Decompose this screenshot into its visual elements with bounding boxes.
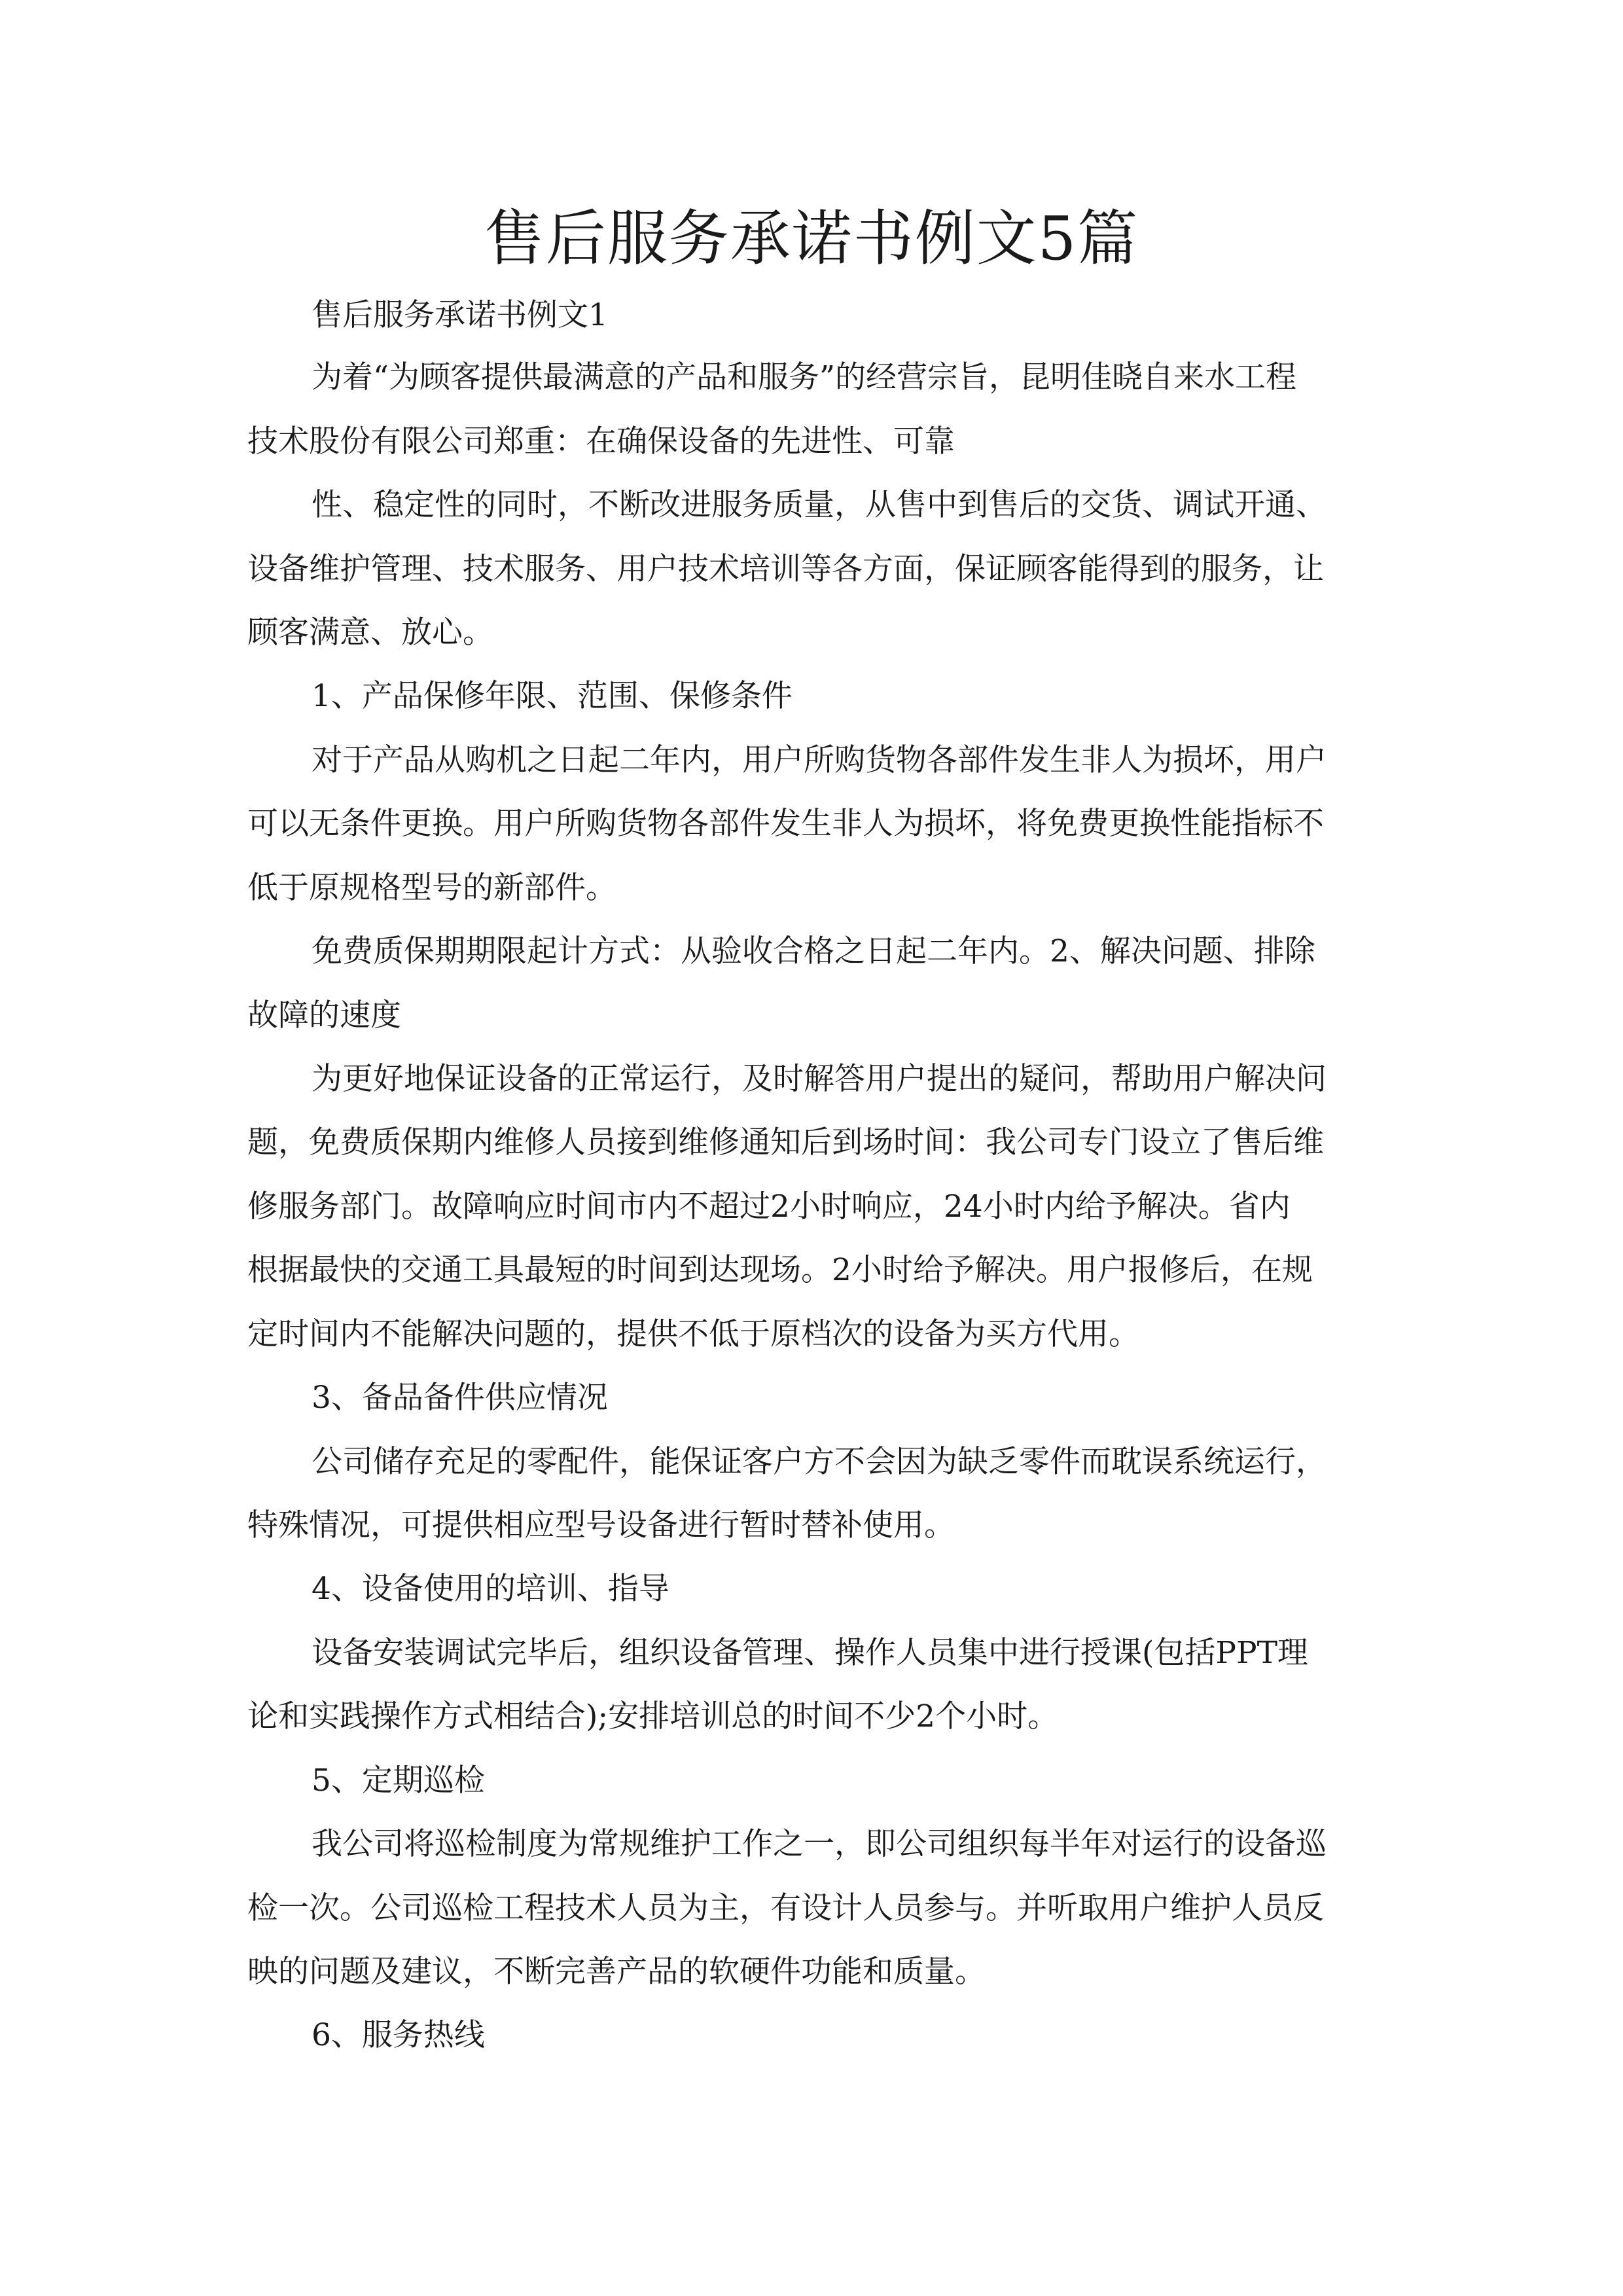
paragraph-line: 可以无条件更换。用户所购货物各部件发生非人为损坏，将免费更换性能指标不: [247, 806, 1324, 842]
paragraph-line: 性、稳定性的同时，不断改进服务质量，从售中到售后的交货、调试开通、: [312, 487, 1327, 523]
paragraph-line: 低于原规格型号的新部件。: [247, 870, 616, 906]
paragraph-line: 设备安装调试完毕后，组织设备管理、操作人员集中进行授课(包括PPT理: [312, 1635, 1308, 1671]
paragraph-line: 映的问题及建议，不断完善产品的软硬件功能和质量。: [247, 1954, 986, 1990]
paragraph-line: 修服务部门。故障响应时间市内不超过2小时响应，24小时内给予解决。省内: [247, 1189, 1291, 1225]
paragraph-line: 顾客满意、放心。: [247, 615, 493, 651]
paragraph-line: 检一次。公司巡检工程技术人员为主，有设计人员参与。并听取用户维护人员反: [247, 1890, 1324, 1926]
section-heading: 6、服务热线: [312, 2017, 485, 2053]
paragraph-line: 技术股份有限公司郑重：在确保设备的先进性、可靠: [247, 423, 955, 459]
section-heading: 4、设备使用的培训、指导: [312, 1571, 669, 1607]
section-heading: 3、备品备件供应情况: [312, 1380, 608, 1416]
section-heading: 售后服务承诺书例文1: [312, 297, 608, 333]
document-title: 售后服务承诺书例文5篇: [484, 204, 1139, 274]
paragraph-line: 公司储存充足的零配件，能保证客户方不会因为缺乏零件而耽误系统运行，: [312, 1444, 1327, 1480]
paragraph-line: 定时间内不能解决问题的，提供不低于原档次的设备为买方代用。: [247, 1316, 1139, 1352]
paragraph-line: 特殊情况，可提供相应型号设备进行暂时替补使用。: [247, 1507, 955, 1543]
paragraph-line: 故障的速度: [247, 997, 401, 1033]
section-heading: 5、定期巡检: [312, 1763, 485, 1799]
paragraph-line: 题，免费质保期内维修人员接到维修通知后到场时间：我公司专门设立了售后维: [247, 1124, 1324, 1160]
paragraph-line: 论和实践操作方式相结合);安排培训总的时间不少2个小时。: [247, 1698, 1059, 1734]
paragraph-line: 为更好地保证设备的正常运行，及时解答用户提出的疑问，帮助用户解决问: [312, 1061, 1327, 1097]
paragraph-line: 对于产品从购机之日起二年内，用户所购货物各部件发生非人为损坏，用户: [312, 742, 1327, 778]
paragraph-line: 设备维护管理、技术服务、用户技术培训等各方面，保证顾客能得到的服务，让: [247, 551, 1324, 587]
paragraph-line: 免费质保期期限起计方式：从验收合格之日起二年内。2、解决问题、排除: [312, 933, 1315, 969]
paragraph-line: 为着“为顾客提供最满意的产品和服务”的经营宗旨，昆明佳晓自来水工程: [312, 359, 1297, 395]
paragraph-line: 根据最快的交通工具最短的时间到达现场。2小时给予解决。用户报修后，在规: [247, 1252, 1313, 1288]
paragraph-line: 我公司将巡检制度为常规维护工作之一，即公司组织每半年对运行的设备巡: [312, 1826, 1327, 1862]
section-heading: 1、产品保修年限、范围、保修条件: [312, 678, 793, 714]
